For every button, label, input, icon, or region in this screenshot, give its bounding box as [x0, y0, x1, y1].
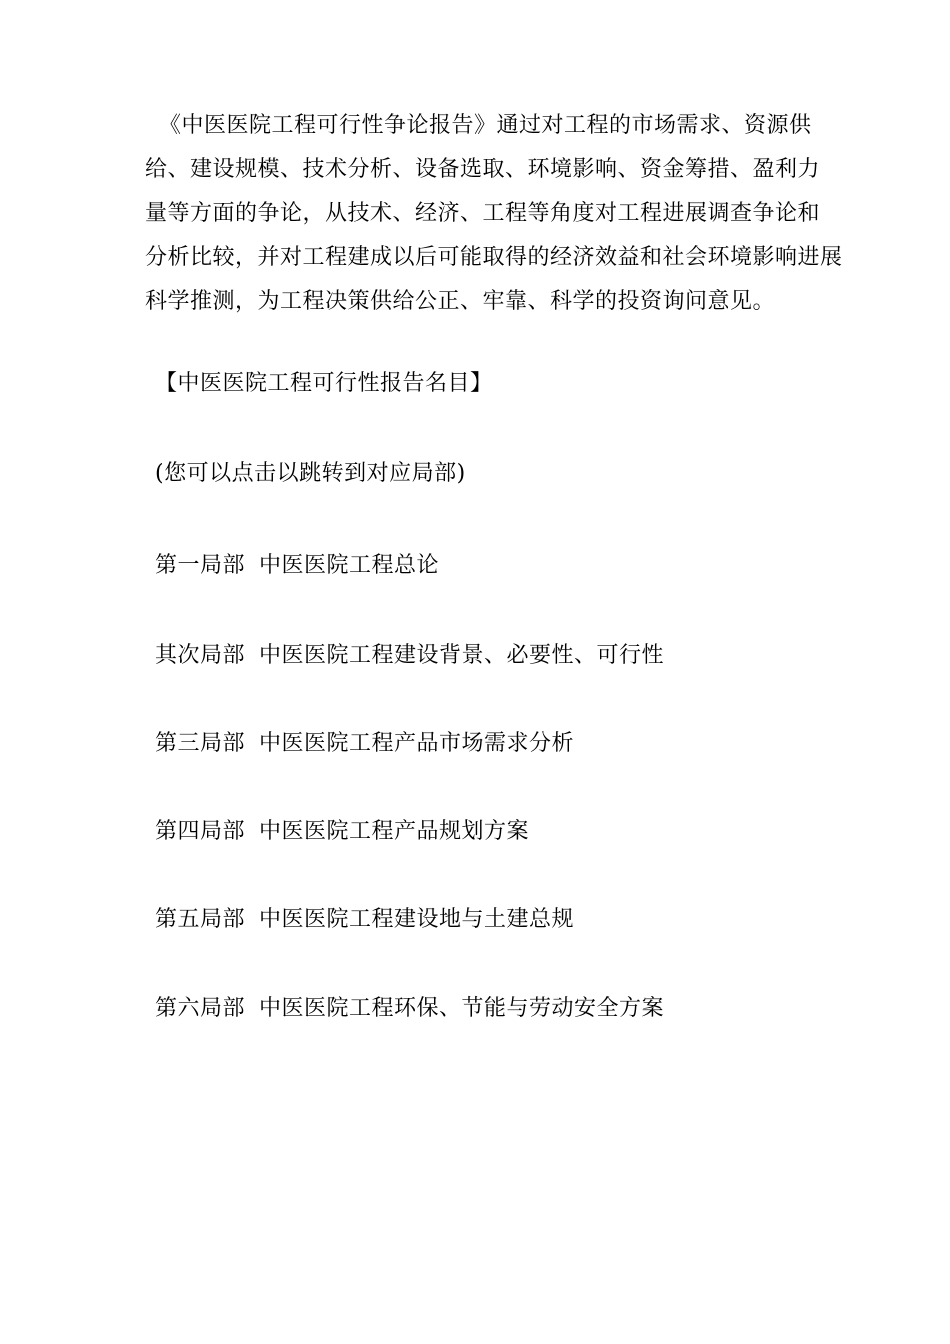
intro-line: 量等方面的争论，从技术、经济、工程等角度对工程进展调查争论和	[145, 201, 821, 226]
toc-link-part-3[interactable]	[155, 724, 574, 764]
toc-part-label: 第六局部	[155, 996, 246, 1021]
toc-hint: (您可以点击以跳转到对应局部)	[155, 461, 466, 486]
intro-line: 分析比较，并对工程建成以后可能取得的经济效益和社会环境影响进展	[145, 245, 843, 270]
toc-part-title: 中医医院工程建设背景、必要性、可行性	[259, 643, 665, 668]
toc-part-label: 其次局部	[155, 643, 246, 668]
toc-link-part-5[interactable]	[155, 900, 574, 940]
intro-line: 科学推测，为工程决策供给公正、牢靠、科学的投资询问意见。	[145, 289, 776, 314]
toc-part-title: 中医医院工程建设地与土建总规	[259, 907, 575, 932]
toc-link-part-4[interactable]	[155, 812, 529, 852]
toc-part-title: 中医医院工程产品市场需求分析	[259, 731, 575, 756]
toc-link-part-1[interactable]	[155, 546, 439, 586]
toc-part-title: 中医医院工程产品规划方案	[259, 819, 530, 844]
toc-link-part-6[interactable]	[155, 989, 664, 1029]
toc-part-label: 第五局部	[155, 907, 246, 932]
toc-part-label: 第四局部	[155, 819, 246, 844]
toc-part-title: 中医医院工程环保、节能与劳动安全方案	[259, 996, 665, 1021]
intro-paragraph	[145, 104, 843, 324]
toc-part-title: 中医医院工程总论	[259, 553, 440, 578]
toc-link-part-2[interactable]	[155, 636, 664, 676]
intro-line: 《中医医院工程可行性争论报告》通过对工程的市场需求、资源供	[159, 113, 812, 138]
toc-heading: 【中医医院工程可行性报告名目】	[155, 371, 493, 396]
toc-part-label: 第一局部	[155, 553, 246, 578]
toc-part-label: 第三局部	[155, 731, 246, 756]
intro-line: 给、建设规模、技术分析、设备选取、环境影响、资金筹措、盈利力	[145, 157, 821, 182]
